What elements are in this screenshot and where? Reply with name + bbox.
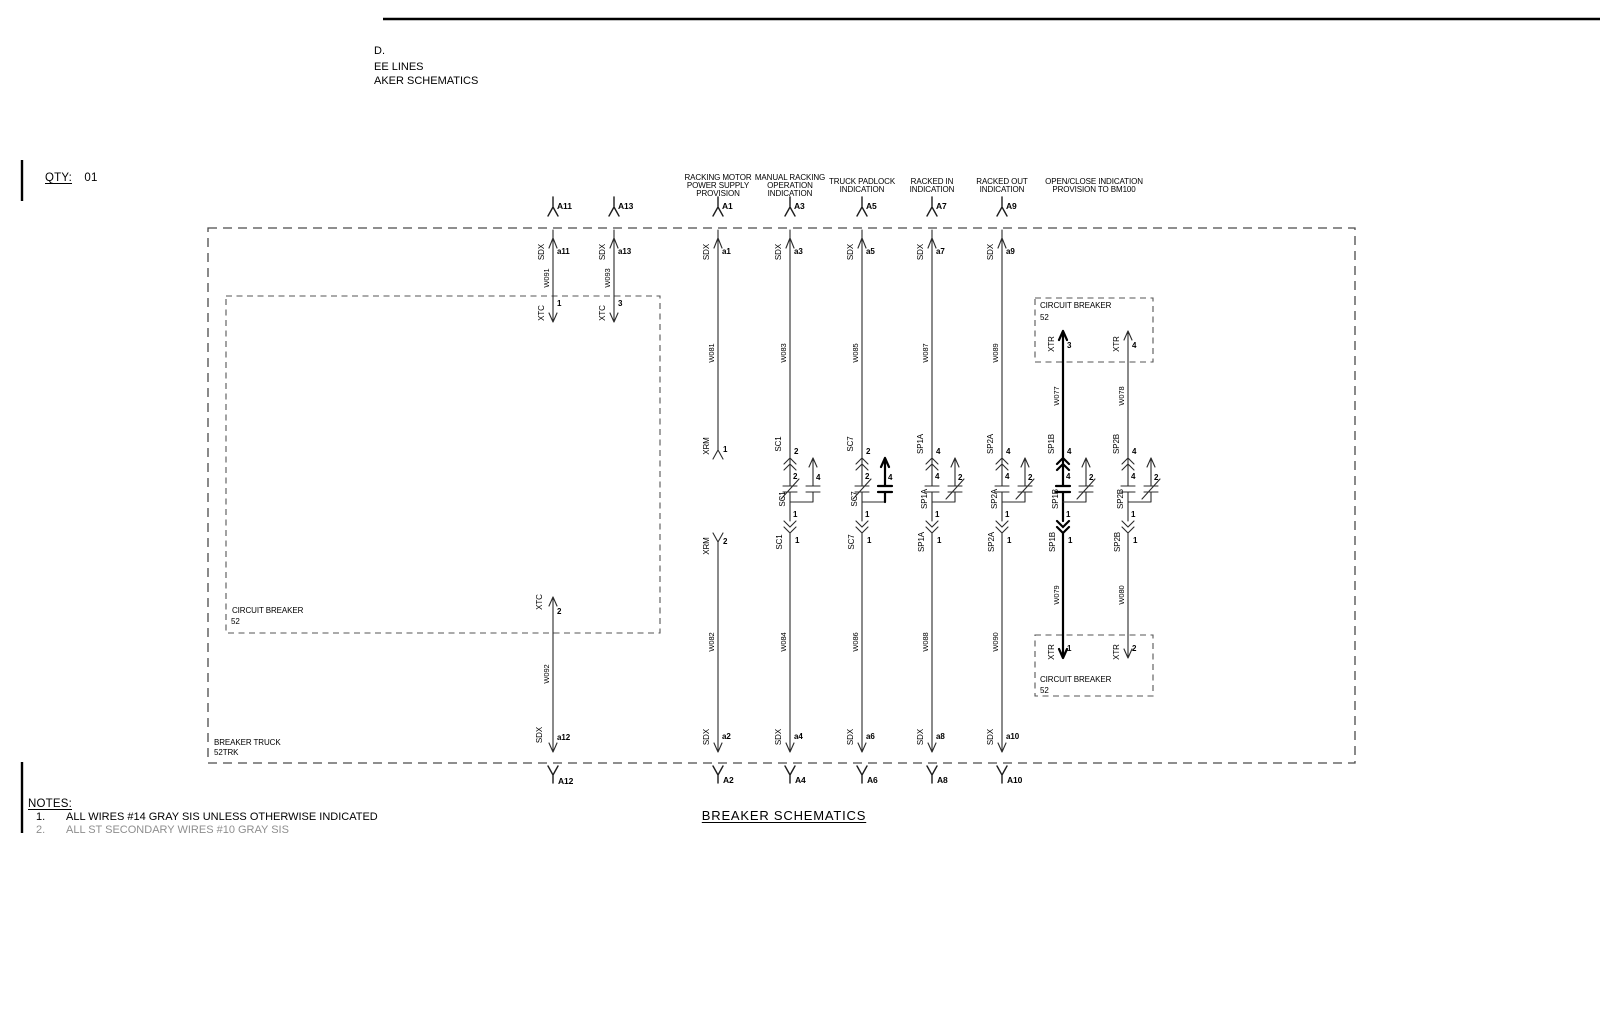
device-label: SP1A bbox=[920, 488, 929, 510]
terminal-label: A12 bbox=[558, 776, 574, 786]
device-label: SC7 bbox=[846, 436, 855, 452]
device-label-xtc: XTC bbox=[535, 594, 544, 610]
wire-label: W092 bbox=[542, 664, 551, 684]
device-pin: 2 bbox=[557, 607, 562, 616]
wire-label: W087 bbox=[921, 343, 930, 363]
device-label: SP1B bbox=[1051, 488, 1060, 510]
device-label: SC7 bbox=[847, 534, 856, 550]
contact-pin: 2 bbox=[865, 472, 870, 481]
plug-label-sdx: SDX bbox=[774, 728, 783, 746]
header-line: POWER SUPPLY bbox=[686, 180, 750, 190]
plug-pin: a11 bbox=[557, 247, 570, 256]
device-label: SP2B bbox=[1113, 531, 1122, 553]
header-line: RACKED OUT bbox=[976, 177, 1028, 186]
column-header-open-close bbox=[1045, 178, 1143, 194]
terminal-label: A10 bbox=[1007, 775, 1023, 785]
plug-label-xtr: XTR bbox=[1047, 336, 1056, 352]
device-pin: 1 bbox=[937, 536, 942, 545]
plug-label-sdx: SDX bbox=[535, 726, 544, 744]
header-line: MANUAL RACKING bbox=[754, 173, 826, 182]
device-label-xtc: XTC bbox=[537, 305, 546, 321]
wire-label: W091 bbox=[542, 268, 551, 288]
contact-pin: 1 bbox=[865, 510, 870, 519]
wire-label: W082 bbox=[707, 632, 716, 652]
plug-pin: a8 bbox=[936, 732, 945, 741]
plug-pin: a10 bbox=[1006, 732, 1020, 741]
terminal-label: A13 bbox=[618, 201, 634, 211]
wire-label: W078 bbox=[1117, 386, 1126, 406]
header-line: RACKING MOTOR bbox=[684, 173, 752, 182]
header-line: INDICATION bbox=[909, 184, 955, 194]
note-text: ALL WIRES #14 GRAY SIS UNLESS OTHERWISE INDICATED bbox=[66, 811, 378, 823]
column-sp1b-wire bbox=[1056, 331, 1095, 658]
terminal-label: A6 bbox=[867, 775, 878, 785]
circuit-breaker-left-id: 52 bbox=[231, 617, 240, 626]
terminal-label: A8 bbox=[937, 775, 948, 785]
circuit-breaker-top-name: CIRCUIT BREAKER bbox=[1040, 301, 1112, 310]
device-pin: 1 bbox=[795, 536, 800, 545]
plug-pin: 4 bbox=[1132, 341, 1137, 350]
column-header-racked-in bbox=[910, 178, 955, 194]
wire-label: W083 bbox=[779, 343, 788, 363]
header-line: RACKED IN bbox=[910, 177, 954, 186]
plug-pin: a4 bbox=[794, 732, 803, 741]
contact-pin: 4 bbox=[888, 473, 893, 482]
plug-pin: a6 bbox=[866, 732, 875, 741]
notes-heading: NOTES: bbox=[28, 798, 73, 810]
qty-label: QTY: bbox=[45, 172, 73, 184]
note-clipped bbox=[30, 824, 450, 833]
contact-pin: 4 bbox=[816, 473, 821, 482]
header-line: INDICATION bbox=[839, 184, 885, 194]
device-pin: 1 bbox=[867, 536, 872, 545]
device-pin: 4 bbox=[1067, 447, 1072, 456]
device-pin: 4 bbox=[1132, 447, 1137, 456]
device-label: SP1B bbox=[1047, 433, 1056, 455]
plug-pin: a1 bbox=[722, 247, 731, 256]
device-label: SP1A bbox=[916, 433, 925, 455]
contact-pin: 1 bbox=[1005, 510, 1010, 519]
titleblock-clipped-line: D. bbox=[374, 45, 385, 57]
wire-label: W080 bbox=[1117, 585, 1126, 605]
plug-pin: a3 bbox=[794, 247, 803, 256]
column-sp2a-wire bbox=[995, 230, 1034, 752]
wire-label: W077 bbox=[1052, 386, 1061, 406]
contact-pin: 4 bbox=[935, 472, 940, 481]
plug-label-sdx: SDX bbox=[916, 728, 925, 746]
column-xrm-wire bbox=[713, 230, 723, 752]
circuit-breaker-top-id: 52 bbox=[1040, 313, 1049, 322]
device-pin: 4 bbox=[936, 447, 941, 456]
circuit-breaker-left-boundary bbox=[226, 296, 660, 633]
device-pin: 1 bbox=[1133, 536, 1138, 545]
plug-label-sdx: SDX bbox=[846, 728, 855, 746]
terminal-label: A4 bbox=[795, 775, 806, 785]
device-pin: 1 bbox=[723, 445, 728, 454]
plug-label-xtr: XTR bbox=[1047, 644, 1056, 660]
plug-pin: a12 bbox=[557, 733, 571, 742]
header-line: PROVISION bbox=[696, 188, 740, 198]
terminal-label: A11 bbox=[557, 201, 572, 211]
wire-label: W086 bbox=[851, 632, 860, 652]
plug-label-xtr: XTR bbox=[1112, 644, 1121, 660]
header-line: OPEN/CLOSE INDICATION bbox=[1045, 177, 1143, 186]
header-line: PROVISION TO BM100 bbox=[1052, 184, 1136, 194]
terminal-label: A2 bbox=[723, 775, 734, 785]
contact-pin: 4 bbox=[1066, 472, 1071, 481]
note-number: 1. bbox=[36, 811, 46, 823]
device-label: SC1 bbox=[775, 534, 784, 550]
device-pin: 3 bbox=[618, 299, 623, 308]
device-label-xrm: XRM bbox=[702, 437, 711, 455]
device-label: SP1A bbox=[917, 531, 926, 553]
plug-label-sdx: SDX bbox=[986, 728, 995, 746]
wire-label: W093 bbox=[603, 268, 612, 288]
column-header-racking-motor bbox=[684, 174, 751, 197]
contact-pin: 2 bbox=[1089, 473, 1094, 482]
drawing-title: BREAKER SCHEMATICS bbox=[701, 808, 867, 823]
wire-label: W081 bbox=[707, 343, 716, 363]
plug-pin: a13 bbox=[618, 247, 632, 256]
terminal-label: A7 bbox=[936, 201, 947, 211]
wire-label: W088 bbox=[921, 632, 930, 652]
device-pin: 4 bbox=[1006, 447, 1011, 456]
plug-pin: a2 bbox=[722, 732, 731, 741]
plug-label-sdx: SDX bbox=[986, 243, 995, 261]
plug-label-sdx: SDX bbox=[846, 243, 855, 261]
plug-pin: a7 bbox=[936, 247, 945, 256]
device-label: SC1 bbox=[778, 491, 787, 507]
contact-pin: 2 bbox=[1028, 473, 1033, 482]
wire-label: W079 bbox=[1052, 585, 1061, 605]
header-line: OPERATION bbox=[767, 180, 813, 190]
terminal-label: A1 bbox=[722, 201, 733, 211]
plug-label-sdx: SDX bbox=[702, 243, 711, 261]
note-text: ALL ST SECONDARY WIRES #10 GRAY SIS bbox=[66, 824, 289, 833]
column-header-truck-padlock bbox=[829, 178, 895, 194]
plug-label-sdx: SDX bbox=[916, 243, 925, 261]
contact-pin: 1 bbox=[1131, 510, 1136, 519]
device-label-xrm: XRM bbox=[702, 537, 711, 555]
column-header-manual-racking bbox=[755, 174, 825, 197]
qty-value: 01 bbox=[84, 172, 98, 184]
plug-pin: a5 bbox=[866, 247, 875, 256]
device-label-xtc: XTC bbox=[598, 305, 607, 321]
sheet-border-lines bbox=[22, 19, 1600, 833]
contact-pin: 2 bbox=[1154, 473, 1159, 482]
plug-label-sdx: SDX bbox=[598, 243, 607, 261]
plug-label-sdx: SDX bbox=[702, 728, 711, 746]
wire-label: W089 bbox=[991, 343, 1000, 363]
device-pin: 1 bbox=[1068, 536, 1073, 545]
device-pin: 2 bbox=[723, 537, 728, 546]
wire-label: W090 bbox=[991, 632, 1000, 652]
terminal-label: A5 bbox=[866, 201, 877, 211]
device-pin: 1 bbox=[1007, 536, 1012, 545]
plug-label-sdx: SDX bbox=[774, 243, 783, 261]
column-sp2b-wire bbox=[1121, 331, 1160, 658]
wire-label: W084 bbox=[779, 632, 788, 652]
terminal-label: A9 bbox=[1006, 201, 1017, 211]
wire-label: W085 bbox=[851, 343, 860, 363]
header-line: TRUCK PADLOCK bbox=[828, 177, 896, 186]
contact-pin: 1 bbox=[1066, 510, 1071, 519]
circuit-breaker-bottom-id: 52 bbox=[1040, 686, 1049, 695]
titleblock-clipped-line: EE LINES bbox=[374, 61, 424, 73]
plug-pin: 2 bbox=[1132, 644, 1137, 653]
column-sp1a-wire bbox=[925, 230, 964, 752]
plug-pin: 1 bbox=[1067, 644, 1072, 653]
plug-label-xtr: XTR bbox=[1112, 336, 1121, 352]
contact-pin: 4 bbox=[1131, 472, 1136, 481]
device-pin: 2 bbox=[794, 447, 799, 456]
contact-pin: 2 bbox=[958, 473, 963, 482]
contact-pin: 1 bbox=[935, 510, 940, 519]
contact-pin: 1 bbox=[793, 510, 798, 519]
contact-pin: 4 bbox=[1005, 472, 1010, 481]
plug-pin: a9 bbox=[1006, 247, 1015, 256]
breaker-truck-id: 52TRK bbox=[214, 748, 239, 757]
device-pin: 1 bbox=[557, 299, 562, 308]
titleblock-clipped-line: AKER SCHEMATICS bbox=[374, 75, 479, 87]
device-label: SP2B bbox=[1116, 488, 1125, 510]
device-pin: 2 bbox=[866, 447, 871, 456]
contact-pin: 2 bbox=[793, 472, 798, 481]
circuit-breaker-left-name: CIRCUIT BREAKER bbox=[232, 606, 304, 615]
device-label: SP2B bbox=[1112, 433, 1121, 455]
circuit-breaker-bottom-name: CIRCUIT BREAKER bbox=[1040, 675, 1112, 684]
plug-label-sdx: SDX bbox=[537, 243, 546, 261]
device-label: SP2A bbox=[987, 531, 996, 553]
device-label: SP1B bbox=[1048, 531, 1057, 553]
qty-group bbox=[45, 174, 98, 182]
device-label: SC7 bbox=[850, 491, 859, 507]
note-number: 2. bbox=[36, 824, 46, 833]
column-header-racked-out bbox=[976, 178, 1027, 194]
plug-pin: 3 bbox=[1067, 341, 1072, 350]
breaker-truck-name: BREAKER TRUCK bbox=[214, 738, 281, 747]
device-label: SC1 bbox=[774, 436, 783, 452]
header-line: INDICATION bbox=[767, 188, 813, 198]
terminal-label: A3 bbox=[794, 201, 805, 211]
header-line: INDICATION bbox=[979, 184, 1025, 194]
device-label: SP2A bbox=[986, 433, 995, 455]
device-label: SP2A bbox=[990, 488, 999, 510]
